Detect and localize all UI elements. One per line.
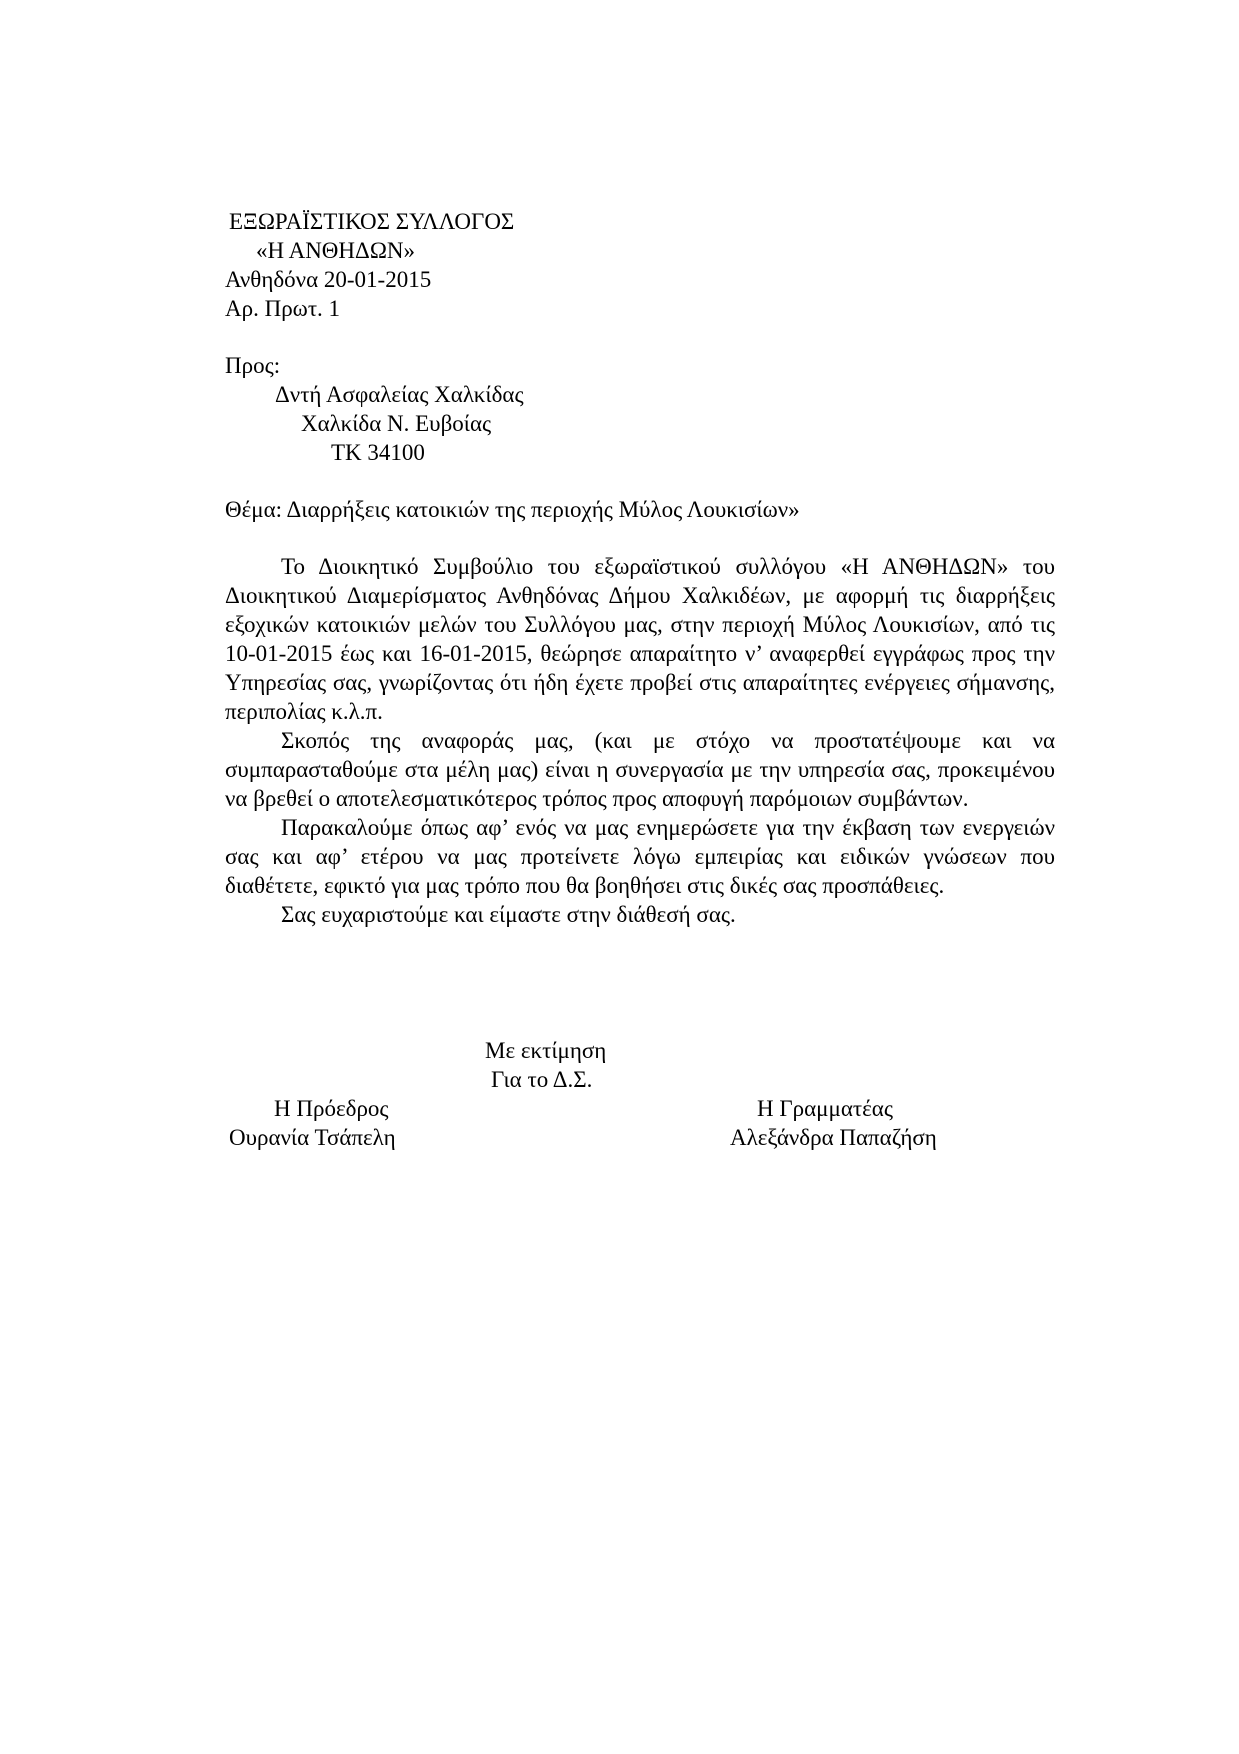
closing-regards: Με εκτίμηση bbox=[485, 1038, 607, 1063]
association-title: «Η ΑΝΘΗΔΩΝ» bbox=[256, 238, 416, 263]
closing-on-behalf: Για το Δ.Σ. bbox=[491, 1067, 593, 1092]
recipient-line-3: ΤΚ 34100 bbox=[331, 440, 425, 465]
protocol-number: Αρ. Πρωτ. 1 bbox=[225, 296, 341, 321]
body-paragraph-3: Παρακαλούμε όπως αφ’ ενός να μας ενημερώσετε για την έκβαση των ενεργειών σας και αφ’ ετέρου να μας προτείνετε λόγω εμπειρίας και ειδικών γνώσεων που διαθέτετε, εφικτό για μας τρόπο που θα βοηθήσει στις δικές σας προσπάθειες. bbox=[225, 815, 1055, 898]
body-paragraph-1: Το Διοικητικό Συμβούλιο του εξωραϊστικού συλλόγου «Η ΑΝΘΗΔΩΝ» του Διοικητικού Διαμερίσματος Ανθηδόνας Δήμου Χαλκιδέων, με αφορμή τις διαρρήξεις εξοχικών κατοικιών μελών του Συλλόγου μας, στην περιοχή Μύλος Λουκισίων, από τις 10-01-2015 έως και 16-01-2015, θεώρησε απαραίτητο ν’ αναφερθεί εγγράφως προς την Υπηρεσίας σας, γνωρίζοντας ότι ήδη έχετε προβεί στις απαραίτητες ενέργειες σήμανσης, περιπολίας κ.λ.π. bbox=[225, 554, 1055, 724]
place-date: Ανθηδόνα 20-01-2015 bbox=[225, 267, 432, 292]
letter-body bbox=[225, 552, 1055, 929]
body-paragraph-4: Σας ευχαριστούμε και είμαστε στην διάθεσή σας. bbox=[281, 902, 736, 927]
recipient-line-2: Χαλκίδα Ν. Ευβοίας bbox=[301, 411, 492, 436]
body-paragraph-2: Σκοπός της αναφοράς μας, (και με στόχο να προστατέψουμε και να συμπαρασταθούμε στα μέλη μας) είναι η συνεργασία με την υπηρεσία σας, προκειμένου να βρεθεί ο αποτελεσματικότερος τρόπος προς αποφυγή παρόμοιων συμβάντων. bbox=[225, 728, 1055, 811]
subject-line: Θέμα: Διαρρήξεις κατοικιών της περιοχής Μύλος Λουκισίων» bbox=[225, 497, 800, 522]
recipient-label: Προς: bbox=[225, 353, 281, 378]
secretary-name: Αλεξάνδρα Παπαζήση bbox=[730, 1125, 937, 1150]
secretary-title: Η Γραμματέας bbox=[757, 1096, 893, 1121]
association-name: ΕΞΩΡΑΪΣΤΙΚΟΣ ΣΥΛΛΟΓΟΣ bbox=[229, 209, 515, 234]
recipient-line-1: Δντή Ασφαλείας Χαλκίδας bbox=[275, 382, 524, 407]
president-title: Η Πρόεδρος bbox=[274, 1096, 389, 1121]
president-name: Ουρανία Τσάπελη bbox=[229, 1125, 396, 1150]
